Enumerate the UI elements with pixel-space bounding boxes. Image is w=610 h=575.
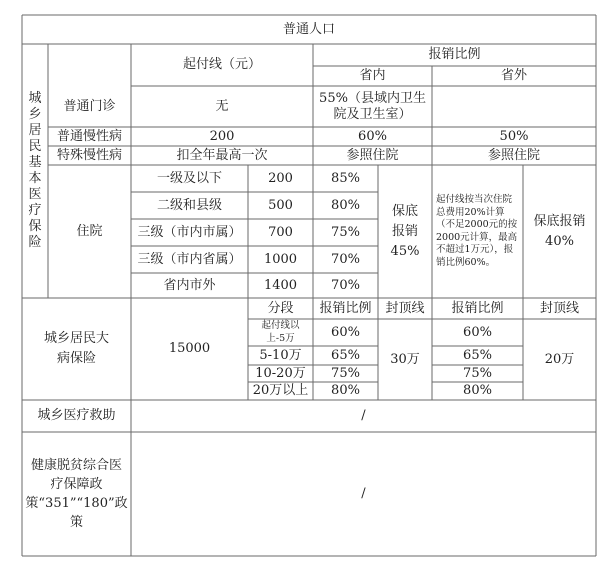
outpatient-threshold: 无: [215, 98, 229, 114]
serious-ratio-in: 65%: [331, 347, 360, 363]
table-title: 普通人口: [282, 21, 335, 37]
inpatient-out-note: 起付线按当次住院总费用20%计算（不足2000元的按2000元计算，最高不超过1万元），报销比例60%。: [436, 194, 518, 268]
special-chronic-threshold: 扣全年最高一次: [176, 147, 268, 163]
row-label-poverty-policy: 健康脱贫综合医疗保障政策“351”“180”政策: [25, 458, 128, 530]
serious-illness-threshold: 15000: [168, 341, 211, 356]
inpatient-level: 三级（市内省属）: [137, 251, 242, 267]
chronic-threshold: 200: [209, 128, 235, 144]
serious-ratio-in: 80%: [331, 383, 360, 398]
header-in-province: 省内: [359, 68, 386, 83]
chronic-out-ratio: 50%: [499, 128, 529, 144]
serious-ratio-out: 80%: [463, 383, 492, 398]
inpatient-level: 省内市外: [163, 277, 216, 293]
serious-head-cap-in: 封顶线: [385, 300, 425, 316]
serious-segment: 10-20万: [255, 365, 306, 381]
special-chronic-out-ratio: 参照住院: [487, 147, 540, 163]
row-label-chronic: 普通慢性病: [56, 128, 122, 144]
inpatient-ratio: 70%: [331, 251, 360, 267]
inpatient-ratio: 85%: [331, 170, 360, 186]
serious-cap-in: 30万: [390, 351, 420, 367]
serious-segment: 20万以上: [252, 383, 309, 398]
inpatient-level: 二级和县级: [156, 197, 222, 213]
inpatient-guarantee-out: 保底报销40%: [533, 213, 586, 249]
serious-ratio-out: 75%: [463, 365, 492, 381]
outpatient-out-ratio: [432, 86, 596, 127]
row-label-inpatient: 住院: [76, 223, 103, 239]
inpatient-ratio: 80%: [331, 197, 360, 213]
special-chronic-in-ratio: 参照住院: [346, 147, 399, 163]
header-out-province: 省外: [500, 68, 527, 83]
serious-head-ratio-in: 报销比例: [319, 300, 372, 316]
serious-ratio-in: 60%: [331, 324, 360, 340]
row-label-medical-aid: 城乡医疗救助: [37, 408, 116, 423]
inpatient-threshold: 1000: [263, 251, 298, 267]
serious-head-cap-out: 封顶线: [539, 300, 579, 316]
inpatient-threshold: 500: [268, 197, 293, 213]
serious-ratio-in: 75%: [331, 365, 360, 381]
serious-segment: 起付线以上-5万: [261, 320, 300, 344]
poverty-policy-value: /: [361, 486, 366, 501]
inpatient-level: 三级（市内市属）: [137, 224, 242, 240]
medical-aid-value: /: [361, 408, 366, 423]
outpatient-in-ratio: 55%（县域内卫生院及卫生室）: [319, 90, 426, 122]
inpatient-level: 一级及以下: [156, 170, 222, 186]
inpatient-ratio: 70%: [331, 277, 360, 293]
inpatient-threshold: 700: [268, 224, 293, 240]
chronic-in-ratio: 60%: [358, 128, 387, 144]
serious-cap-out: 20万: [544, 351, 575, 367]
inpatient-threshold: 1400: [263, 277, 298, 293]
row-label-special-chronic: 特殊慢性病: [56, 147, 122, 163]
serious-segment: 5-10万: [259, 347, 302, 363]
inpatient-threshold: 200: [268, 170, 293, 186]
serious-ratio-out: 65%: [463, 347, 492, 363]
serious-ratio-out: 60%: [463, 324, 492, 340]
header-ratio: 报销比例: [428, 47, 481, 62]
inpatient-guarantee-in: 保底报销45%: [390, 203, 420, 259]
row-label-outpatient: 普通门诊: [63, 98, 116, 114]
side-label-basic-insurance: 城乡居民基本医疗保险: [28, 91, 42, 250]
row-label-serious-illness: 城乡居民大病保险: [43, 331, 109, 366]
inpatient-ratio: 75%: [331, 224, 360, 240]
header-threshold: 起付线（元）: [182, 57, 261, 72]
serious-head-ratio-out: 报销比例: [451, 300, 504, 316]
serious-head-segment: 分段: [267, 300, 294, 316]
